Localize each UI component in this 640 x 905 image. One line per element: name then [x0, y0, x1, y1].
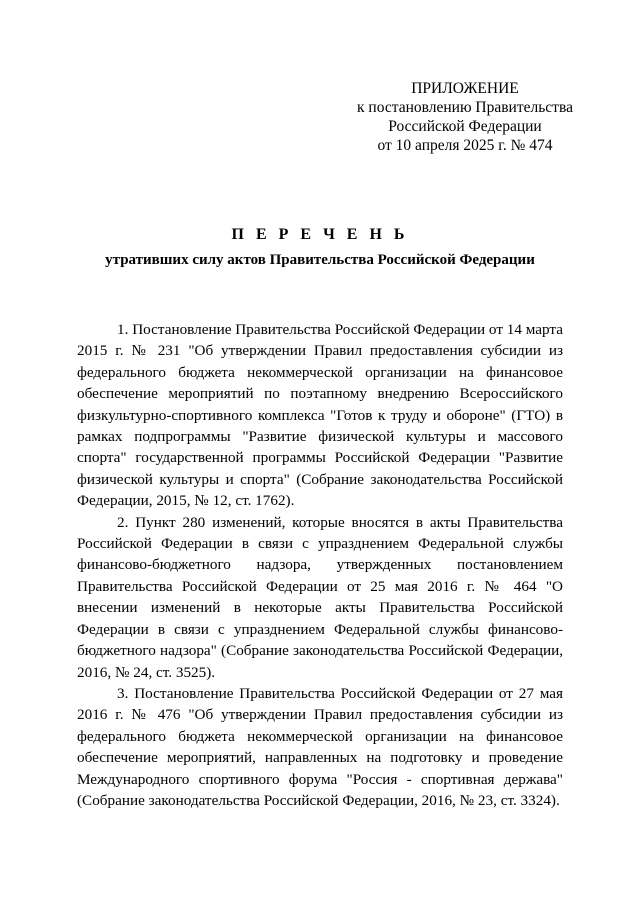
document-title: П Е Р Е Ч Е Н Ь: [231, 226, 409, 243]
list-item-1: 1. Постановление Правительства Российской Федерации от 14 марта 2015 г. № 231 "Об утверждении Правил предоставления субсидии из федерального бюджета некоммерческой организации на финансовое обеспечение мероприятий по поэтапному внедрению Всероссийского физкультурно-спортивного комплекса "Готов к труду и обороне" (ГТО) в рамках подпрограммы "Развитие физической культуры и массового спорта" государственной программы Российской Федерации "Развитие физической культуры и спорта" (Собрание законодательства Российской Федерации, 2015, № 12, ст. 1762).: [77, 321, 563, 510]
list-item-2: 2. Пункт 280 изменений, которые вносятся в акты Правительства Российской Федерации в связи с упразднением Федеральной службы финансово-бюджетного надзора, утвержденных постановлением Правительства Российской Федерации от 25 мая 2016 г. № 464 "О внесении изменений в некоторые акты Правительства Российской Федерации в связи с упразднением Федеральной службы финансово-бюджетного надзора" (Собрание законодательства Российской Федерации, 2016, № 24, ст. 3525).: [77, 513, 563, 681]
appendix-header: [330, 79, 600, 155]
appendix-label: ПРИЛОЖЕНИЕ: [411, 80, 519, 97]
document-subtitle: утративших силу актов Правительства Российской Федерации: [105, 252, 535, 268]
appendix-date-number: от 10 апреля 2025 г. № 474: [377, 137, 553, 154]
appendix-reference: к постановлению Правительства: [357, 99, 573, 116]
appendix-authority: Российской Федерации: [388, 118, 542, 135]
list-item-3: 3. Постановление Правительства Российской Федерации от 27 мая 2016 г. № 476 "Об утверждении Правил предоставления субсидии из федерального бюджета некоммерческой организации на финансовое обеспечение мероприятий, направленных на подготовку и проведение Международного спортивного форума "Россия - спортивная держава" (Собрание законодательства Российской Федерации, 2016, № 23, ст. 3324).: [77, 684, 563, 809]
document-body: [77, 319, 563, 811]
